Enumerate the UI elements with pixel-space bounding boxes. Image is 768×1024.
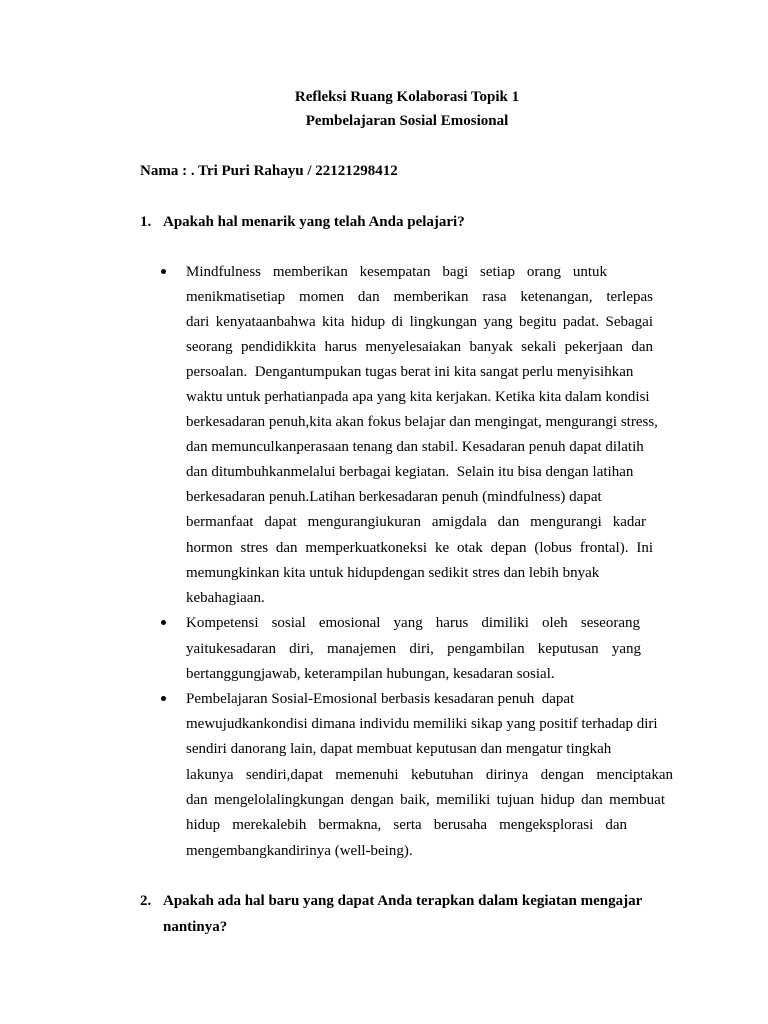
answer-line: Pembelajaran Sosial-Emosional berbasis kesadaran penuh dapat: [186, 691, 575, 707]
document-title: Refleksi Ruang Kolaborasi Topik 1: [294, 89, 520, 105]
bullet-icon: [161, 696, 166, 701]
answer-line: bertanggungjawab, keterampilan hubungan, kesadaran sosial.: [186, 666, 555, 682]
answer-line: mengembangkandirinya (well-being).: [186, 843, 413, 859]
answer-line: Kompetensi sosial emosional yang harus dimiliki oleh seseorang: [186, 615, 640, 631]
answer-line: bermanfaat dapat mengurangiukuran amigdala dan mengurangi kadar: [186, 514, 646, 530]
question-text: Apakah ada hal baru yang dapat Anda terapkan dalam kegiatan mengajar: [163, 893, 643, 909]
question-text: nantinya?: [163, 919, 228, 935]
answer-line: berkesadaran penuh,kita akan fokus belajar dan mengingat, mengurangi stress,: [186, 414, 658, 430]
answer-line: Mindfulness memberikan kesempatan bagi setiap orang untuk: [186, 264, 607, 280]
answer-line: sendiri danorang lain, dapat membuat keputusan dan mengatur tingkah: [186, 741, 612, 757]
question-text: Apakah hal menarik yang telah Anda pelajari?: [163, 214, 465, 230]
answer-line: dan mengelolalingkungan dengan baik, memiliki tujuan hidup dan membuat: [186, 792, 665, 808]
answer-line: memungkinkan kita untuk hidupdengan sedikit stres dan lebih bnyak: [186, 565, 600, 581]
answer-line: dan ditumbuhkanmelalui berbagai kegiatan. Selain itu bisa dengan latihan: [186, 464, 634, 480]
answer-line: kebahagiaan.: [186, 590, 265, 606]
answer-line: berkesadaran penuh.Latihan berkesadaran penuh (mindfulness) dapat: [186, 489, 602, 505]
answer-line: dari kenyataanbahwa kita hidup di lingkungan yang begitu padat. Sebagai: [186, 314, 653, 330]
answer-line: seorang pendidikkita harus menyelesaiakan banyak sekali pekerjaan dan: [186, 339, 653, 355]
answer-line: hidup merekalebih bermakna, serta berusaha mengeksplorasi dan: [186, 817, 627, 833]
question-number: 2.: [140, 893, 152, 909]
answer-line: waktu untuk perhatianpada apa yang kita kerjakan. Ketika kita dalam kondisi: [186, 389, 650, 405]
answer-line: hormon stres dan memperkuatkoneksi ke otak depan (lobus frontal). Ini: [186, 540, 653, 556]
answer-line: yaitukesadaran diri, manajemen diri, pengambilan keputusan yang: [186, 641, 641, 657]
answer-line: persoalan. Dengantumpukan tugas berat ini kita sangat perlu menyisihkan: [186, 364, 634, 380]
answer-line: mewujudkankondisi dimana individu memiliki sikap yang positif terhadap diri: [186, 716, 658, 732]
answer-line: dan memunculkanperasaan tenang dan stabil. Kesadaran penuh dapat dilatih: [186, 439, 644, 455]
question-number: 1.: [140, 214, 152, 230]
answer-line: lakunya sendiri,dapat memenuhi kebutuhan dirinya dengan menciptakan: [186, 767, 673, 783]
author-name-line: Nama : . Tri Puri Rahayu / 22121298412: [140, 163, 398, 179]
bullet-icon: [161, 269, 166, 274]
document-subtitle: Pembelajaran Sosial Emosional: [305, 113, 509, 129]
bullet-icon: [161, 620, 166, 625]
answer-line: menikmatisetiap momen dan memberikan rasa ketenangan, terlepas: [186, 289, 653, 305]
